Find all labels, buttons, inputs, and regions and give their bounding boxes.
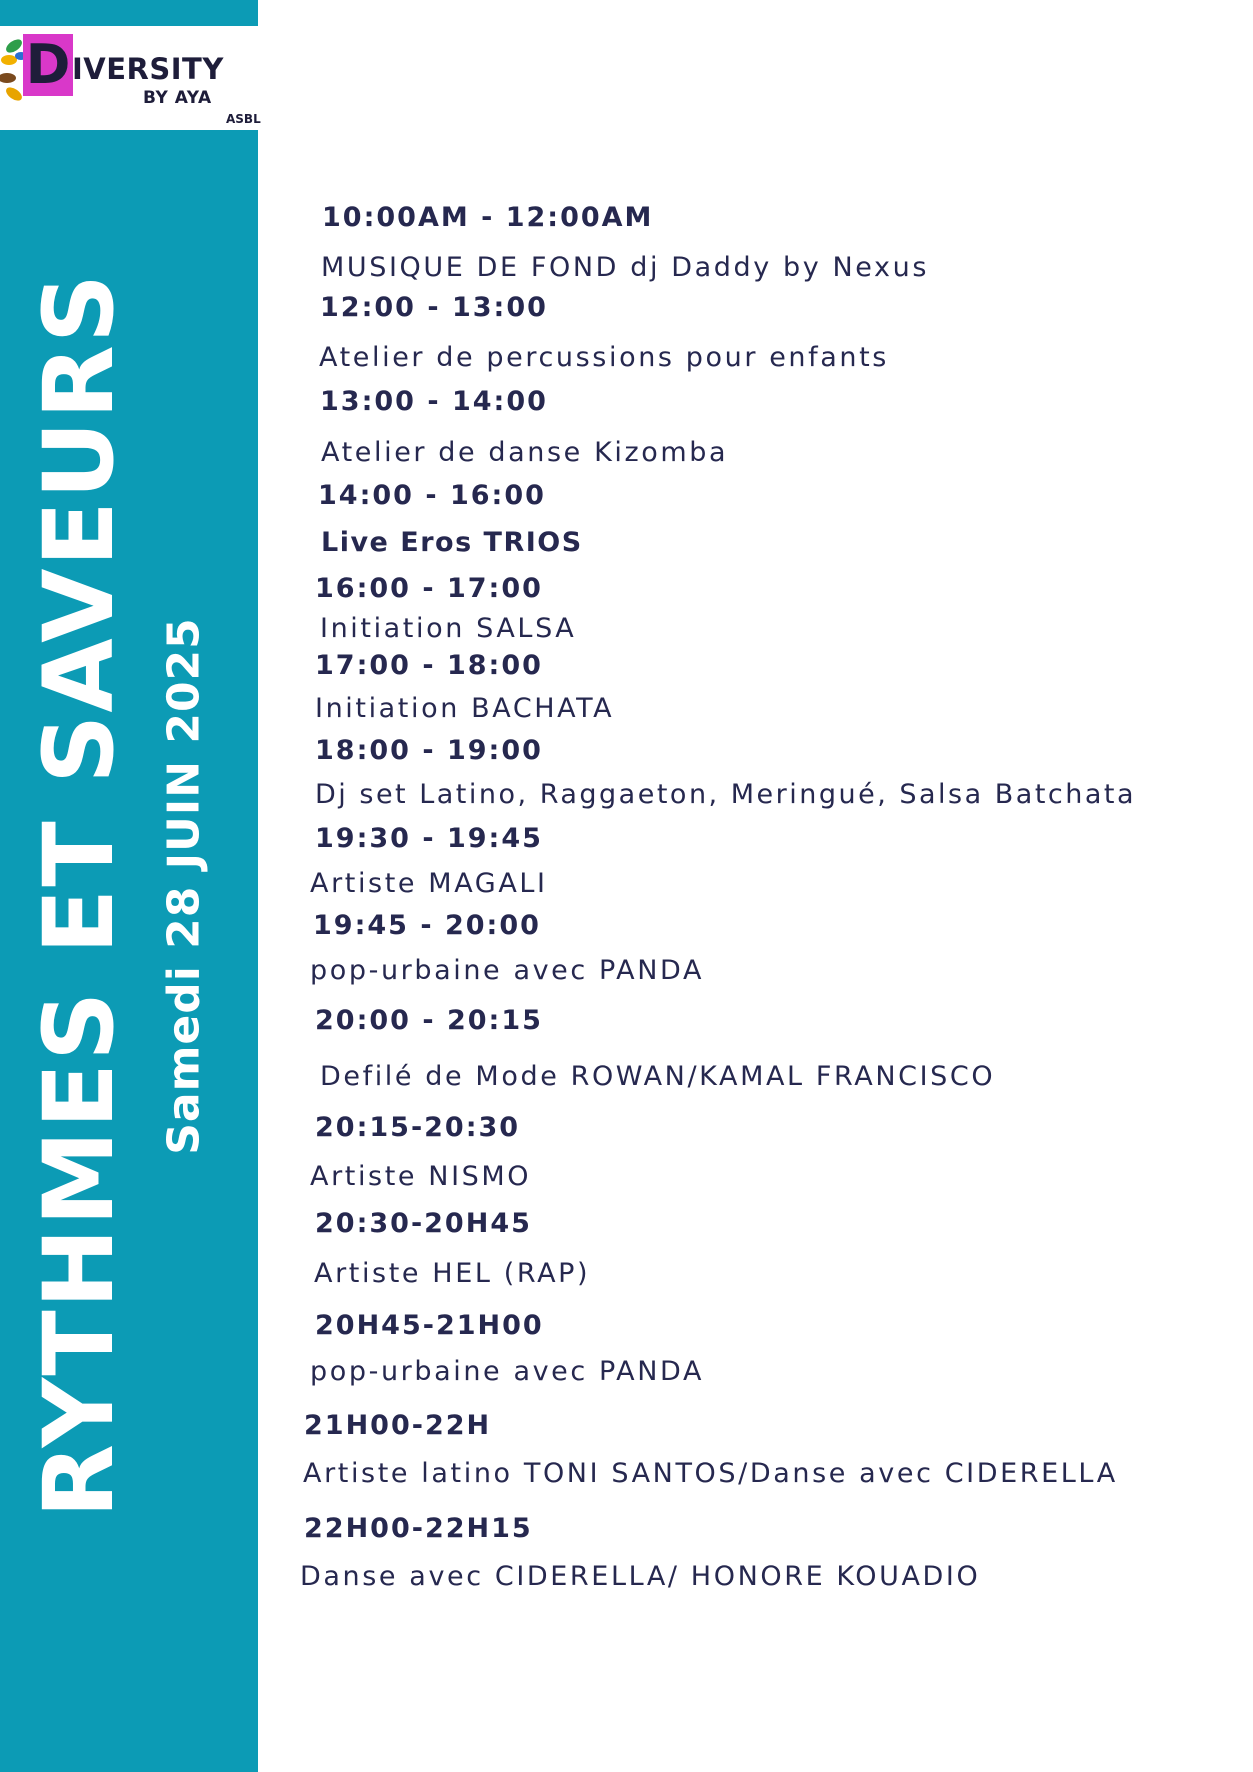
schedule-time: 22H00-22H15 [304,1513,533,1544]
schedule-time: 20H45-21H00 [315,1310,544,1341]
schedule-activity: Artiste MAGALI [310,868,548,899]
schedule-activity: Atelier de percussions pour enfants [319,342,889,373]
logo-byline: BY AYA [143,88,212,108]
schedule-activity: Artiste HEL (RAP) [314,1258,591,1289]
schedule-activity: Defilé de Mode ROWAN/KAMAL FRANCISCO [320,1061,996,1092]
logo-asbl: ASBL [226,112,261,126]
event-date: Samedi 28 JUIN 2025 [158,617,210,1155]
schedule-time: 13:00 - 14:00 [320,386,548,417]
diversity-logo [0,26,261,130]
schedule-activity: Live Eros TRIOS [321,527,583,558]
schedule-time: 17:00 - 18:00 [315,650,543,681]
logo-wordmark: IVERSITY [72,52,224,86]
schedule-time: 19:30 - 19:45 [315,823,543,854]
schedule-time: 20:00 - 20:15 [315,1005,543,1036]
schedule-time: 20:15-20:30 [315,1112,521,1143]
schedule-time: 10:00AM - 12:00AM [322,202,654,233]
schedule-activity: Initiation BACHATA [315,693,615,724]
schedule-time: 19:45 - 20:00 [313,910,541,941]
schedule-activity: Atelier de danse Kizomba [321,437,729,468]
schedule-activity: pop-urbaine avec PANDA [310,1356,705,1387]
schedule-activity: Dj set Latino, Raggaeton, Meringué, Salsa Batchata [315,779,1137,810]
schedule-time: 18:00 - 19:00 [315,735,543,766]
schedule-activity: MUSIQUE DE FOND dj Daddy by Nexus [321,252,929,283]
schedule-time: 21H00-22H [304,1410,492,1441]
schedule-time: 12:00 - 13:00 [320,292,548,323]
sidebar-band [0,0,261,1772]
schedule-time: 20:30-20H45 [315,1208,532,1239]
schedule-activity: Artiste NISMO [310,1161,532,1192]
logo-letter: D [23,34,73,96]
schedule-activity: pop-urbaine avec PANDA [310,955,705,986]
event-title: RYTHMES ET SAVEURS [23,272,135,1518]
schedule-activity: Danse avec CIDERELLA/ HONORE KOUADIO [300,1561,981,1592]
schedule-time: 14:00 - 16:00 [318,480,546,511]
schedule-activity: Initiation SALSA [320,613,577,644]
schedule-activity: Artiste latino TONI SANTOS/Danse avec CIDERELLA [303,1458,1118,1489]
schedule-time: 16:00 - 17:00 [315,573,543,604]
